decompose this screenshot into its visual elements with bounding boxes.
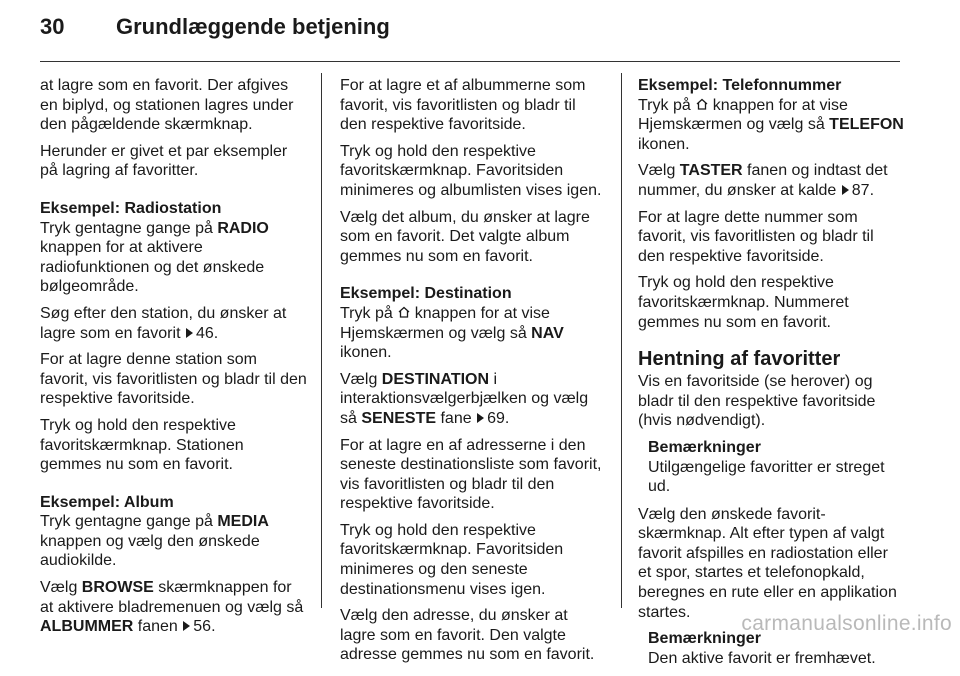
paragraph: Tryk og hold den respektive favoritskærmknap. Nummeret gemmes nu som en favorit. bbox=[638, 274, 849, 331]
column-2 bbox=[340, 76, 605, 672]
radio-keyword: RADIO bbox=[217, 219, 269, 237]
destination-example bbox=[340, 284, 605, 362]
text: Søg efter den station, du ønsker at lagre som en favorit bbox=[40, 304, 287, 342]
page-ref-arrow-icon bbox=[842, 185, 849, 195]
seneste-keyword: SENESTE bbox=[361, 409, 437, 427]
paragraph: Herunder er givet et par eksempler på lagring af favoritter. bbox=[40, 142, 288, 180]
text: Tryk gentagne gange på bbox=[40, 513, 218, 531]
section-heading: Hentning af favoritter bbox=[638, 348, 841, 371]
text: skærmknappen for at aktivere bladremenuen og vælg så bbox=[40, 579, 304, 616]
home-icon bbox=[695, 97, 709, 111]
page-number: 30 bbox=[40, 14, 65, 39]
paragraph bbox=[40, 578, 307, 637]
albummer-keyword: ALBUMMER bbox=[40, 618, 134, 636]
subheading-album: Eksempel: Album bbox=[40, 493, 174, 511]
text: i interaktionsvælgerbjælken og vælg så bbox=[340, 370, 589, 427]
nav-keyword: NAV bbox=[531, 324, 564, 342]
column-divider-2 bbox=[621, 73, 622, 608]
paragraph: For at lagre denne station som favorit, vis favoritlisten og bladr til den respektive favoritside. bbox=[40, 351, 307, 408]
watermark: carmanualsonline.info bbox=[741, 612, 952, 635]
paragraph: Tryk og hold den respektive favoritskærmknap. Stationen gemmes nu som en favorit. bbox=[40, 416, 244, 474]
note-label: Bemærkninger bbox=[648, 438, 761, 456]
paragraph: For at lagre dette nummer som favorit, vis favoritlisten og bladr til den respektive favoritside. bbox=[638, 208, 874, 265]
paragraph bbox=[340, 370, 605, 429]
page-title: Grundlæggende betjening bbox=[116, 14, 390, 39]
album-example bbox=[40, 493, 307, 571]
text: Tryk på bbox=[638, 96, 691, 114]
text: fane bbox=[436, 409, 477, 427]
header-divider bbox=[40, 61, 900, 62]
browse-keyword: BROWSE bbox=[81, 579, 154, 597]
page-header bbox=[40, 14, 390, 54]
text: fanen bbox=[133, 618, 183, 636]
home-icon bbox=[397, 305, 411, 319]
paragraph: at lagre som en favorit. Der afgives en biplyd, og stationen lagres under den pågældende skærmknap. bbox=[40, 77, 294, 134]
note-block bbox=[648, 438, 904, 497]
note-text: Den aktive favorit er fremhævet. bbox=[648, 649, 876, 667]
page-ref[interactable]: 87. bbox=[851, 181, 875, 199]
page-ref[interactable]: 56. bbox=[193, 618, 216, 636]
text: Vælg bbox=[40, 579, 82, 597]
text: knappen og vælg den ønskede audiokilde. bbox=[40, 532, 260, 570]
column-3 bbox=[638, 76, 904, 676]
paragraph: Tryk og hold den respektive favoritskærmknap. Favoritsiden minimeres og den seneste destinationsmenu vises igen. bbox=[340, 521, 564, 598]
media-keyword: MEDIA bbox=[217, 513, 269, 531]
paragraph: Tryk og hold den respektive favoritskærmknap. Favoritsiden minimeres og albumlisten vises igen. bbox=[340, 142, 602, 199]
paragraph: Vis en favoritside (se herover) og bladr til den respektive favoritside (hvis nødvendigt). bbox=[638, 373, 876, 430]
telefon-keyword: TELEFON bbox=[829, 116, 904, 134]
text: fanen og indtast det nummer, du ønsker at kalde bbox=[638, 162, 888, 199]
destination-keyword: DESTINATION bbox=[381, 370, 490, 388]
paragraph: Vælg den adresse, du ønsker at lagre som en favorit. Den valgte adresse gemmes nu som en favorit. bbox=[340, 607, 595, 664]
paragraph: For at lagre en af adresserne i den seneste destinationsliste som favorit, vis favoritlisten og bladr til den respektive favoritside. bbox=[340, 436, 602, 513]
text: knappen for at aktivere radiofunktionen og det ønskede bølgeområde. bbox=[40, 239, 265, 296]
subheading-destination: Eksempel: Destination bbox=[340, 285, 512, 303]
page-ref-arrow-icon bbox=[477, 413, 484, 423]
page-ref-arrow-icon bbox=[186, 328, 193, 338]
text: knappen for at vise Hjemskærmen og vælg så bbox=[340, 304, 550, 342]
taster-keyword: TASTER bbox=[679, 162, 743, 180]
text: Vælg bbox=[638, 162, 680, 180]
paragraph: Vælg det album, du ønsker at lagre som en favorit. Det valgte album gemmes nu som en favorit. bbox=[340, 208, 590, 265]
telephone-example bbox=[638, 76, 904, 154]
note-text: Utilgængelige favoritter er streget ud. bbox=[648, 458, 885, 496]
subheading-telephone: Eksempel: Telefonnummer bbox=[638, 77, 842, 94]
paragraph bbox=[638, 161, 904, 200]
radio-example bbox=[40, 199, 307, 297]
page-ref[interactable]: 69. bbox=[487, 409, 510, 427]
column-divider-1 bbox=[321, 73, 322, 608]
text: Vælg bbox=[340, 370, 382, 388]
subheading-radio: Eksempel: Radiostation bbox=[40, 199, 222, 217]
note-label: Bemærkninger bbox=[648, 630, 761, 648]
page-ref-arrow-icon bbox=[183, 621, 190, 631]
text: ikonen. bbox=[638, 135, 690, 153]
paragraph bbox=[40, 304, 307, 343]
paragraph: Vælg den ønskede favorit-skærmknap. Alt efter typen af valgt favorit afspilles en radiostation eller et spor, startes et telefonopkald, beregnes en rute eller en applikation startes. bbox=[638, 505, 897, 621]
text: Tryk gentagne gange på bbox=[40, 219, 218, 237]
column-1 bbox=[40, 76, 307, 644]
page-ref[interactable]: 46. bbox=[195, 324, 219, 342]
text: ikonen. bbox=[340, 344, 392, 362]
text: Tryk på bbox=[340, 304, 393, 322]
paragraph: For at lagre et af albummerne som favorit, vis favoritlisten og bladr til den respektive favoritside. bbox=[340, 77, 586, 134]
text: knappen for at vise Hjemskærmen og vælg så bbox=[638, 96, 848, 134]
